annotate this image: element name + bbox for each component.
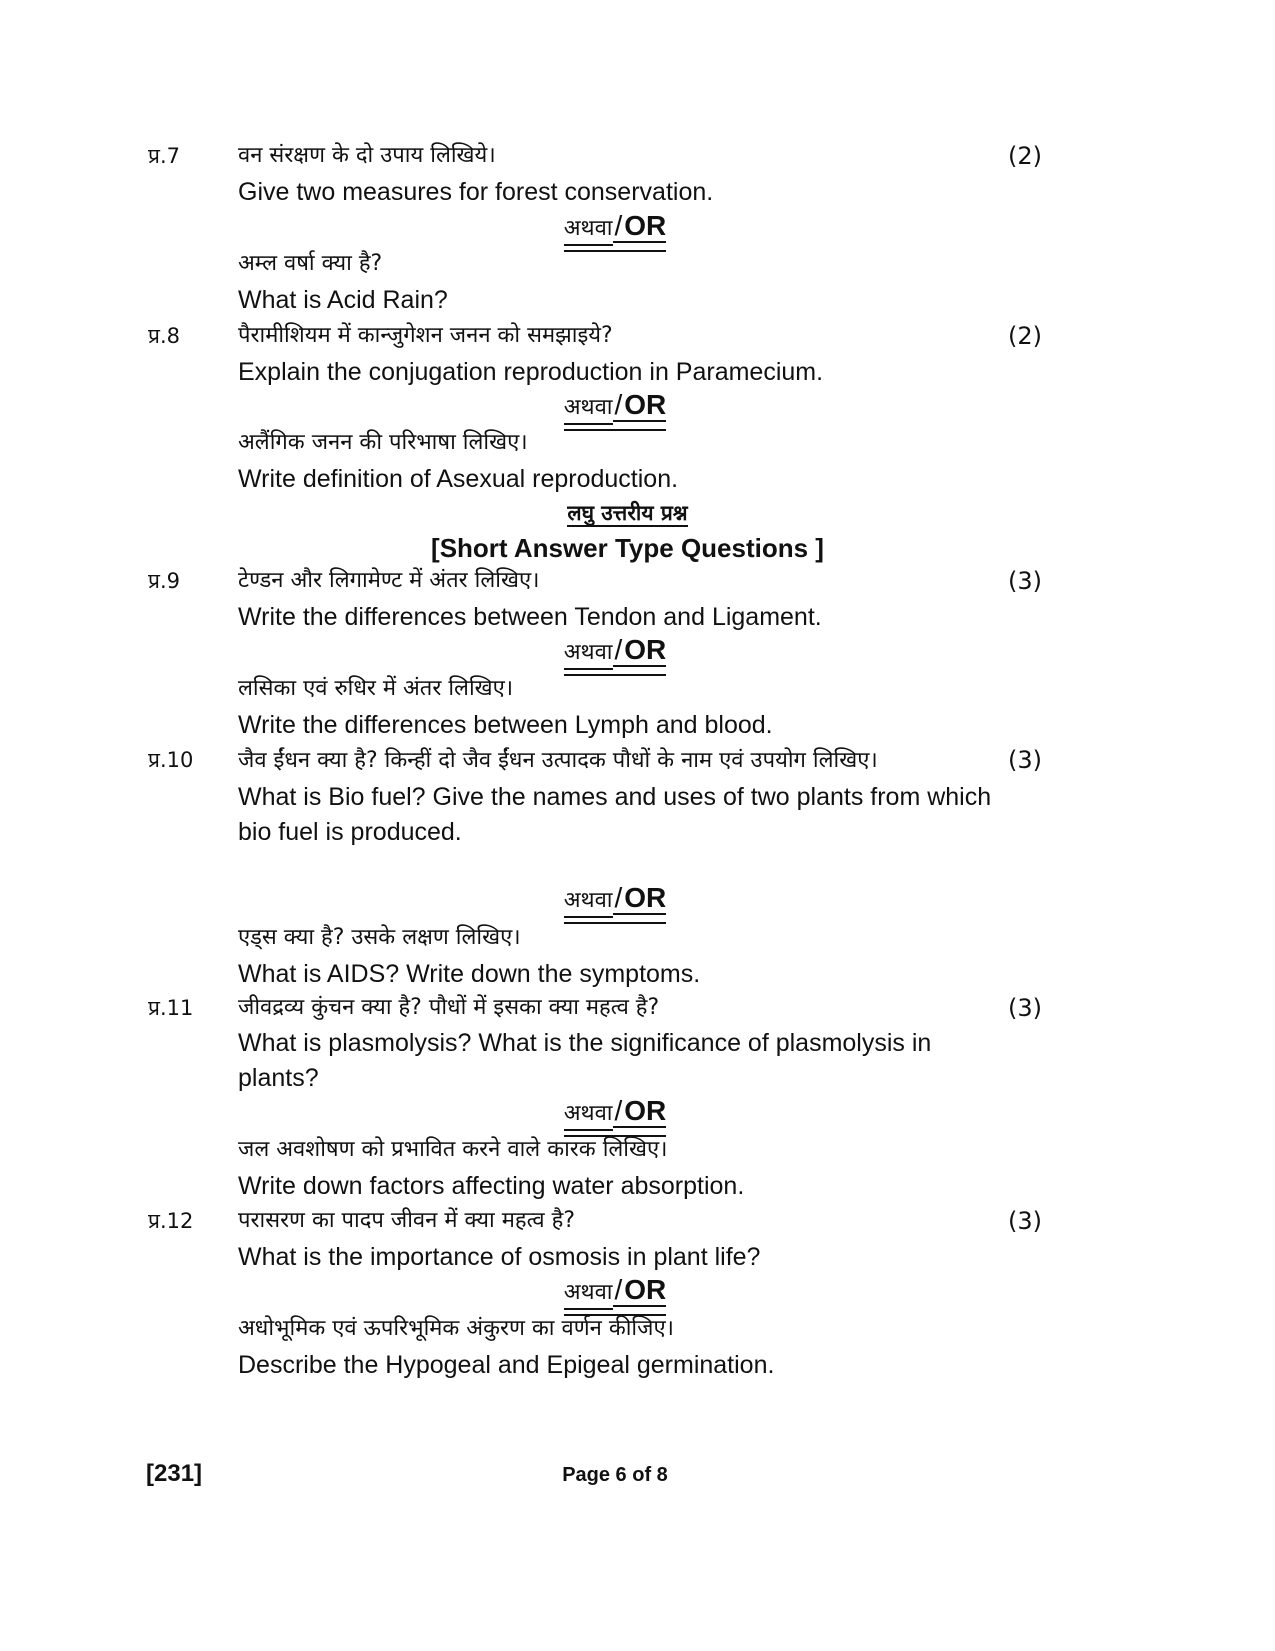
- question-hindi: जैव ईंधन क्या है? किन्हीं दो जैव ईंधन उत्पादक पौधों के नाम एवं उपयोग लिखिए।: [238, 748, 878, 773]
- question-english: Write the differences between Tendon and Ligament.: [238, 603, 822, 631]
- question-number: प्र.10: [148, 748, 194, 772]
- or-divider: अथवा/OR: [0, 883, 1230, 925]
- alternative-hindi: जल अवशोषण को प्रभावित करने वाले कारक लिखिए।: [238, 1137, 668, 1162]
- question-number: प्र.7: [148, 144, 180, 168]
- question-english: What is the importance of osmosis in plant life?: [238, 1243, 761, 1271]
- alternative-hindi: एड्स क्या है? उसके लक्षण लिखिए।: [238, 925, 521, 950]
- question-english: Give two measures for forest conservation.: [238, 178, 714, 206]
- question-number: प्र.8: [148, 324, 180, 348]
- question-english: What is plasmolysis? What is the significance of plasmolysis in plants?: [238, 1029, 932, 1092]
- question-marks: (3): [1008, 994, 1042, 1022]
- question-hindi: वन संरक्षण के दो उपाय लिखिये।: [238, 143, 496, 168]
- alternative-english: Write down factors affecting water absorption.: [238, 1172, 745, 1200]
- alternative-english: Describe the Hypogeal and Epigeal germination.: [238, 1351, 775, 1379]
- question-marks: (2): [1008, 322, 1042, 350]
- question-marks: (2): [1008, 142, 1042, 170]
- alternative-hindi: अम्ल वर्षा क्या है?: [238, 251, 383, 276]
- page-number: Page 6 of 8: [562, 1464, 668, 1486]
- alternative-english: What is Acid Rain?: [238, 286, 448, 314]
- alternative-english: What is AIDS? Write down the symptoms.: [238, 960, 701, 988]
- question-number: प्र.11: [148, 996, 194, 1020]
- or-divider: अथवा/OR: [0, 635, 1230, 677]
- or-divider: अथवा/OR: [0, 390, 1230, 432]
- question-marks: (3): [1008, 567, 1042, 595]
- question-english: What is Bio fuel? Give the names and uses of two plants from which bio fuel is produced.: [238, 783, 992, 846]
- alternative-english: Write definition of Asexual reproduction.: [238, 465, 679, 493]
- question-marks: (3): [1008, 1207, 1042, 1235]
- question-number: प्र.12: [148, 1209, 194, 1233]
- alternative-hindi: अलैंगिक जनन की परिभाषा लिखिए।: [238, 430, 528, 455]
- section-heading-english: [Short Answer Type Questions ]: [431, 533, 824, 563]
- paper-code: [231]: [146, 1460, 203, 1487]
- question-hindi: जीवद्रव्य कुंचन क्या है? पौधों में इसका क्या महत्व है?: [238, 995, 660, 1020]
- or-divider: अथवा/OR: [0, 1275, 1230, 1317]
- question-hindi: परासरण का पादप जीवन में क्या महत्व है?: [238, 1208, 575, 1233]
- question-hindi: टेण्डन और लिगामेण्ट में अंतर लिखिए।: [238, 568, 540, 593]
- question-number: प्र.9: [148, 569, 180, 593]
- question-hindi: पैरामीशियम में कान्जुगेशन जनन को समझाइये?: [238, 323, 613, 348]
- alternative-hindi: लसिका एवं रुधिर में अंतर लिखिए।: [238, 676, 514, 701]
- section-heading-hindi: लघु उत्तरीय प्रश्न: [567, 501, 688, 525]
- question-english: Explain the conjugation reproduction in Paramecium.: [238, 358, 824, 386]
- alternative-hindi: अधोभूमिक एवं ऊपरिभूमिक अंकुरण का वर्णन कीजिए।: [238, 1316, 674, 1341]
- or-divider: अथवा/OR: [0, 1096, 1230, 1138]
- question-marks: (3): [1008, 746, 1042, 774]
- alternative-english: Write the differences between Lymph and blood.: [238, 711, 773, 739]
- or-divider: अथवा/OR: [0, 211, 1230, 253]
